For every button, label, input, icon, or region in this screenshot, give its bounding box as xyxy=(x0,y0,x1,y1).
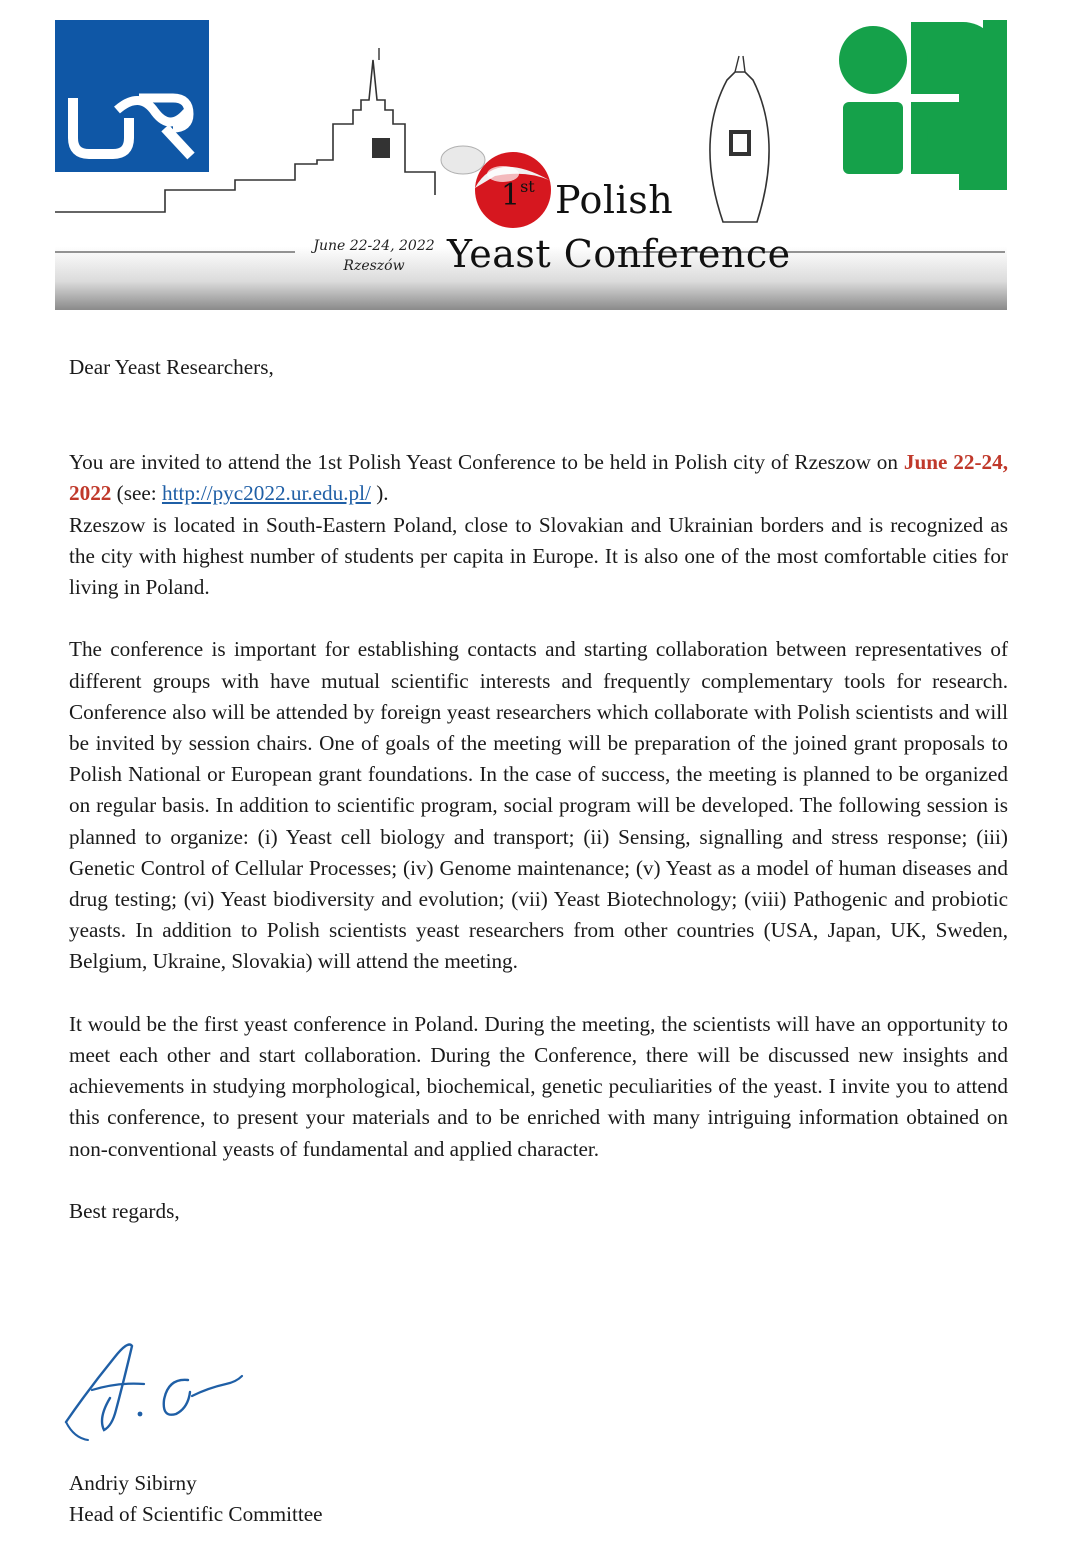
highlighted-date: June 22-24, 2022 xyxy=(69,450,1009,506)
obb-logo xyxy=(839,20,1007,190)
paragraph-rzeszow: Rzeszow is located in South-Eastern Poland, close to Slovakian and Ukrainian borders and is recognized as the city with highest number of students per capita in Europe. It is also one of the most comfortable cities for living in Poland. xyxy=(69,512,1008,600)
ur-logo xyxy=(55,20,209,172)
signer-title: Head of Scientific Committee xyxy=(69,1502,323,1526)
signer-block xyxy=(69,1468,323,1530)
salutation: Dear Yeast Researchers, xyxy=(69,355,274,379)
conference-banner xyxy=(55,20,1007,310)
paragraph-sessions: The conference is important for establishing contacts and starting collaboration between representatives of different groups with have mutual scientific interests and frequently complementary tools for research. Conference also will be attended by foreign yeast researchers which collaborate with Polish scientists and will be invited by session chairs. One of goals of the meeting will be preparation of the joined grant proposals to Polish National or European grant foundations. In the case of success, the meeting is planned to be organized on regular basis. In addition to scientific program, social program will be developed. The following session is planned to organize: (i) Yeast cell biology and transport; (ii) Sensing, signalling and stress response; (iii) Genetic Control of Cellular Processes; (iv) Genome maintenance; (v) Yeast as a model of human diseases and drug testing; (vi) Yeast biodiversity and evolution; (vii) Yeast Biotechnology; (viii) Pathogenic and probiotic yeasts. In addition to Polish scientists yeast researchers from other countries (USA, Japan, UK, Sweden, Belgium, Ukraine, Slovakia) will attend the meeting. xyxy=(69,637,1008,974)
paragraph-first-conference: It would be the first yeast conference in Poland. During the meeting, the scientists will have an opportunity to meet each other and start collaboration. During the Conference, there will be discussed new insights and achievements in studying morphological, biochemical, genetic peculiarities of the yeast. I invite you to attend this conference, to present your materials and to be enriched with many intriguing information obtained on non-conventional yeasts of fundamental and applied character. xyxy=(69,1011,1008,1161)
banner-title-polish: Polish xyxy=(555,178,674,222)
signer-name: Andriy Sibirny xyxy=(69,1471,197,1495)
conference-link[interactable]: http://pyc2022.ur.edu.pl/ xyxy=(161,481,371,506)
paragraph-invitation: You are invited to attend the 1st Polish Yeast Conference to be held in Polish city of Rzeszow on June 22-24, 2022 (see: http://pyc2022.ur.edu.pl/ ). xyxy=(69,450,1009,506)
letter-body xyxy=(69,352,1008,1227)
banner-ordinal: 1st xyxy=(501,177,535,213)
banner-date-block xyxy=(309,236,439,276)
closing: Best regards, xyxy=(69,1199,180,1224)
banner-date: June 22-24, 2022 xyxy=(313,238,435,254)
banner-title-conference: Yeast Conference xyxy=(447,232,791,276)
banner-city: Rzeszów xyxy=(343,258,405,274)
handwritten-signature xyxy=(58,1330,258,1445)
